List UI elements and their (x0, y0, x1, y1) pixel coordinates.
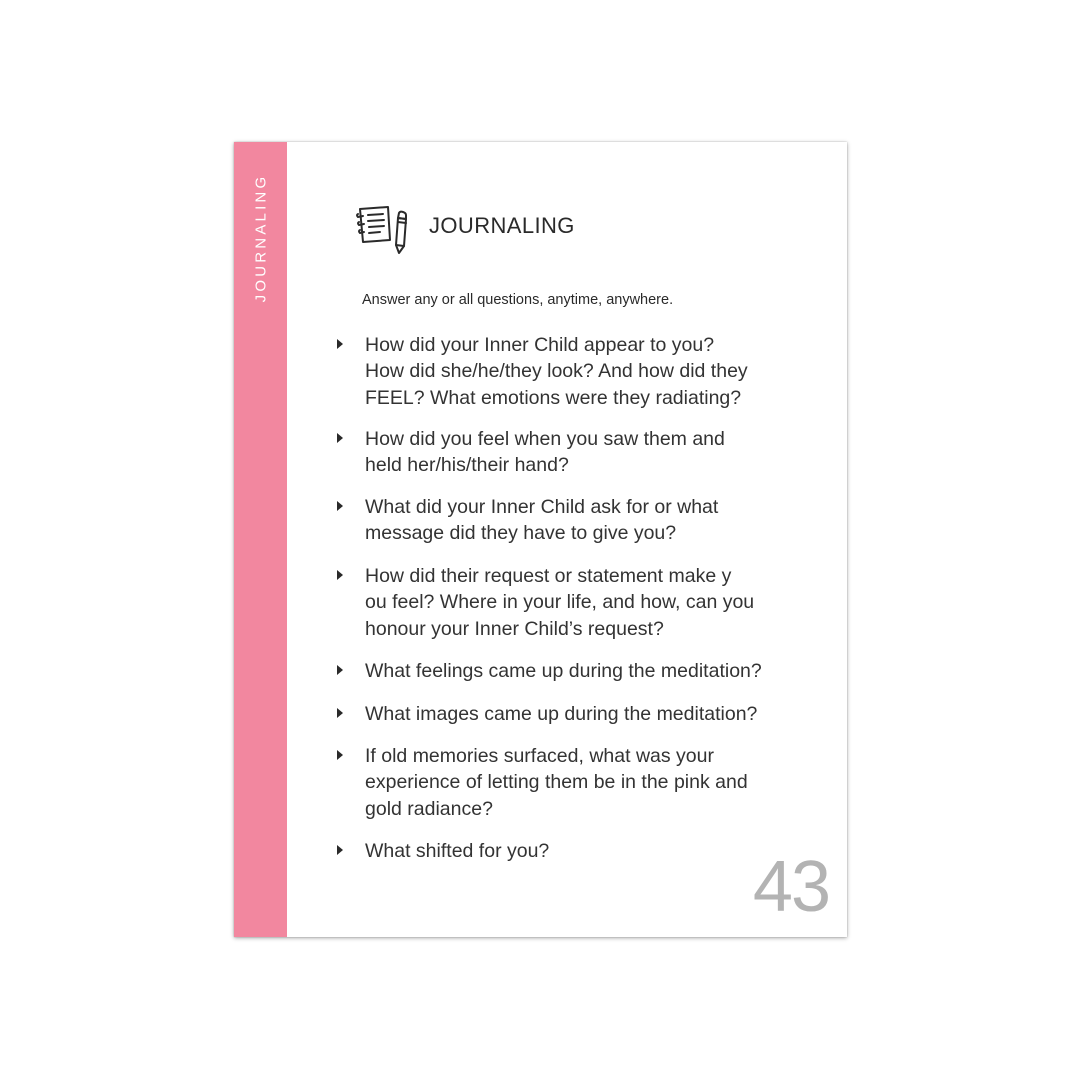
question-text: What feelings came up during the meditation? (365, 660, 762, 682)
bullet-arrow-icon (337, 339, 343, 349)
question-text: How did their request or statement make y ou feel? Where in your life, and how, can you honour your Inner Child’s request? (365, 565, 755, 640)
sidebar-label: JOURNALING (252, 173, 270, 303)
section-title: JOURNALING (429, 213, 575, 238)
bullet-arrow-icon (337, 433, 343, 443)
question-text: How did you feel when you saw them and held her/his/their hand? (365, 428, 725, 477)
bullet-arrow-icon (337, 665, 343, 675)
question-text: What shifted for you? (365, 840, 550, 862)
bullet-arrow-icon (337, 570, 343, 580)
question-text: How did your Inner Child appear to you? How did she/he/they look? And how did they FEEL? What emotions were they radiating? (365, 334, 748, 409)
journal-pencil-icon (356, 202, 420, 256)
bullet-arrow-icon (337, 501, 343, 511)
journal-page (234, 142, 847, 937)
sidebar-tab (234, 142, 287, 937)
question-text: What did your Inner Child ask for or what message did they have to give you? (365, 496, 719, 545)
bullet-arrow-icon (337, 708, 343, 718)
question-text: If old memories surfaced, what was your experience of letting them be in the pink and gold radiance? (365, 745, 748, 820)
bullet-arrow-icon (337, 750, 343, 760)
intro-text: Answer any or all questions, anytime, anywhere. (362, 292, 674, 308)
bullet-arrow-icon (337, 845, 343, 855)
question-text: What images came up during the meditation? (365, 703, 758, 725)
page-number: 43 (752, 847, 829, 927)
